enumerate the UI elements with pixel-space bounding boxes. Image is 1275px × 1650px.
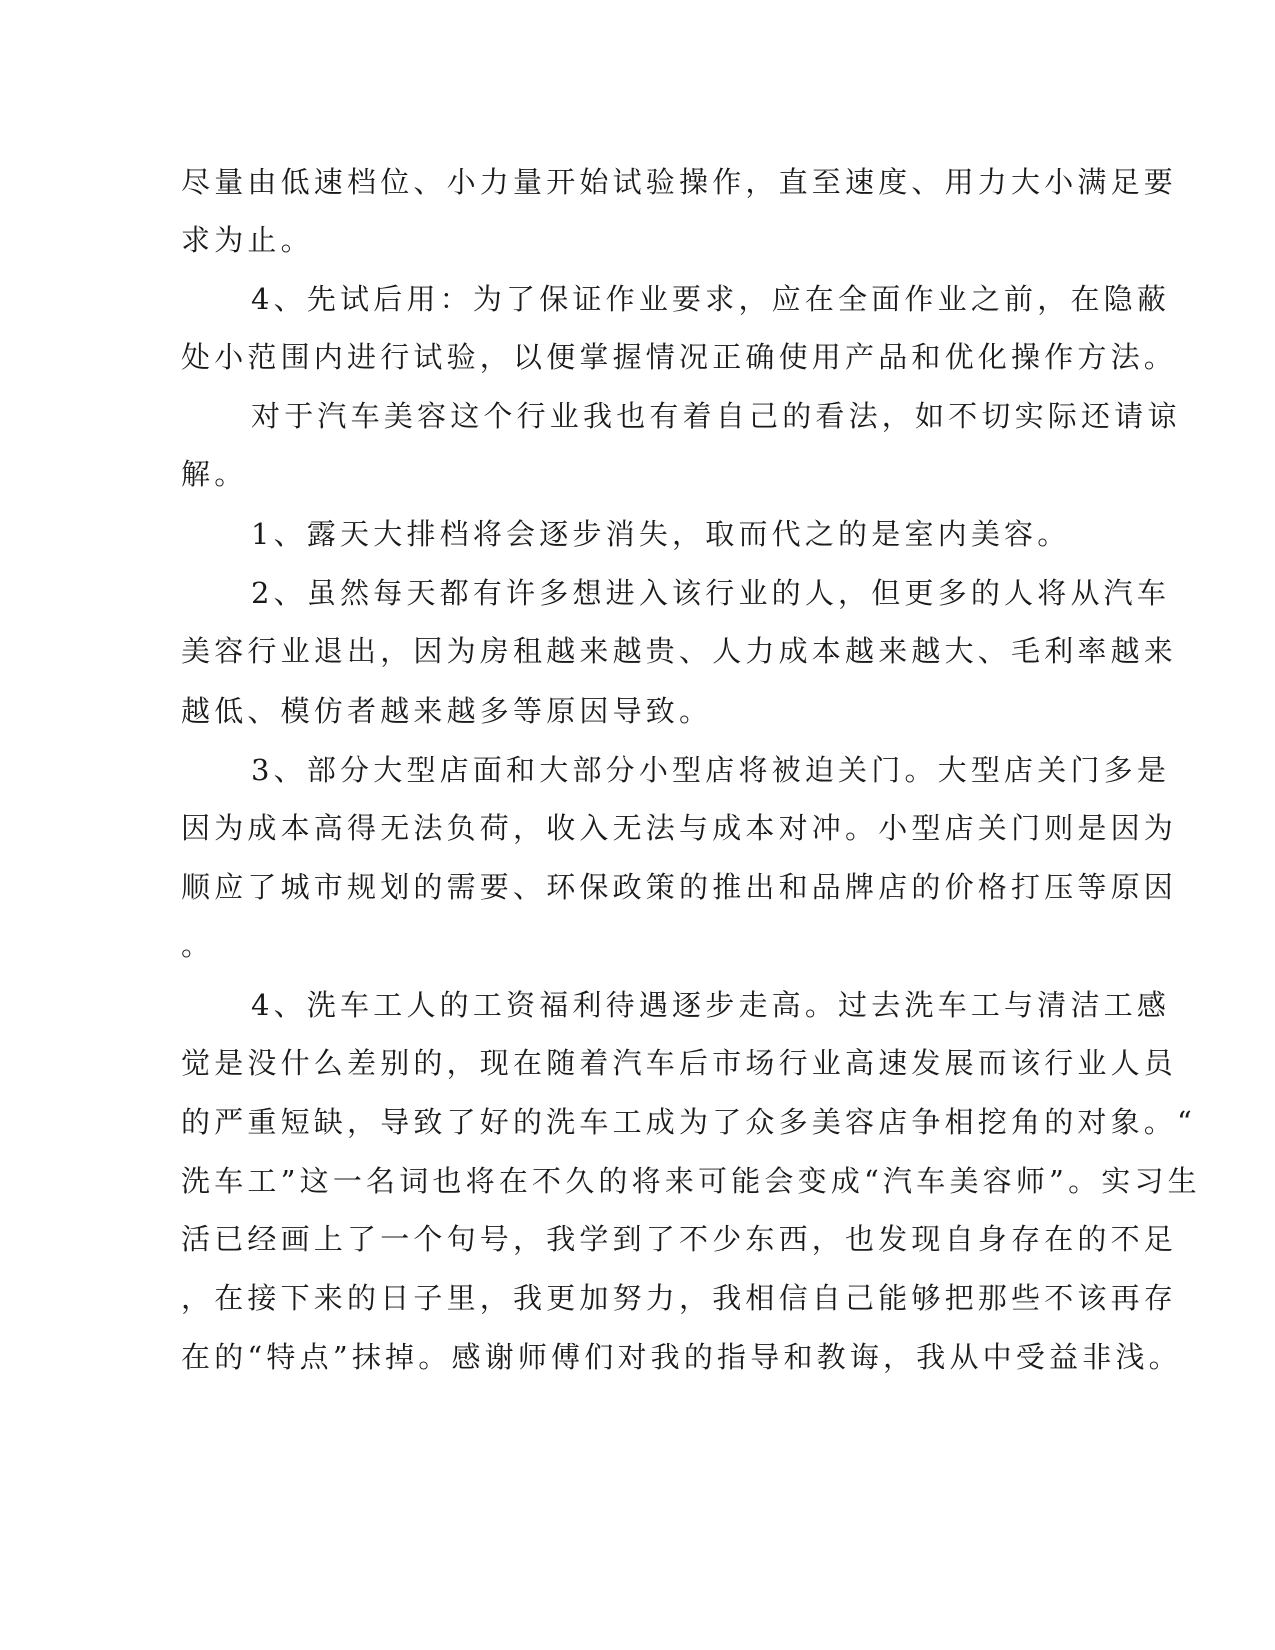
text-line: 在的“特点”抹掉。感谢师傅们对我的指导和教诲，我从中受益非浅。 — [181, 1340, 1182, 1374]
text-line: ，在接下来的日子里，我更加努力，我相信自己能够把那些不该再存 — [181, 1281, 1178, 1315]
text-line: 2、虽然每天都有许多想进入该行业的人，但更多的人将从汽车 — [251, 576, 1171, 610]
text-line: 4、洗车工人的工资福利待遇逐步走高。过去洗车工与清洁工感 — [251, 988, 1171, 1022]
text-line: 求为止。 — [181, 223, 314, 257]
text-line: 处小范围内进行试验，以便掌握情况正确使用产品和优化操作方法。 — [181, 340, 1178, 374]
text-line: 尽量由低速档位、小力量开始试验操作，直至速度、用力大小满足要 — [181, 165, 1178, 199]
text-line: 对于汽车美容这个行业我也有着自己的看法，如不切实际还请谅 — [251, 399, 1181, 433]
text-line: 活已经画上了一个句号，我学到了不少东西，也发现自身存在的不足 — [181, 1222, 1178, 1256]
text-line: 的严重短缺，导致了好的洗车工成为了众多美容店争相挖角的对象。“ — [181, 1105, 1197, 1139]
text-line: 因为成本高得无法负荷，收入无法与成本对冲。小型店关门则是因为 — [181, 811, 1178, 845]
text-line: 洗车工”这一名词也将在不久的将来可能会变成“汽车美容师”。实习生 — [181, 1164, 1201, 1198]
text-line: 越低、模仿者越来越多等原因导致。 — [181, 694, 713, 728]
text-line: 。 — [181, 928, 215, 962]
text-line: 解。 — [181, 457, 248, 491]
text-line: 顺应了城市规划的需要、环保政策的推出和品牌店的价格打压等原因 — [181, 870, 1178, 904]
text-line: 1、露天大排档将会逐步消失，取而代之的是室内美容。 — [251, 517, 1071, 551]
text-line: 3、部分大型店面和大部分小型店将被迫关门。大型店关门多是 — [251, 753, 1171, 787]
text-line: 4、先试后用：为了保证作业要求，应在全面作业之前，在隐蔽 — [251, 282, 1171, 316]
text-line: 觉是没什么差别的，现在随着汽车后市场行业高速发展而该行业人员 — [181, 1046, 1178, 1080]
text-line: 美容行业退出，因为房租越来越贵、人力成本越来越大、毛利率越来 — [181, 634, 1178, 668]
